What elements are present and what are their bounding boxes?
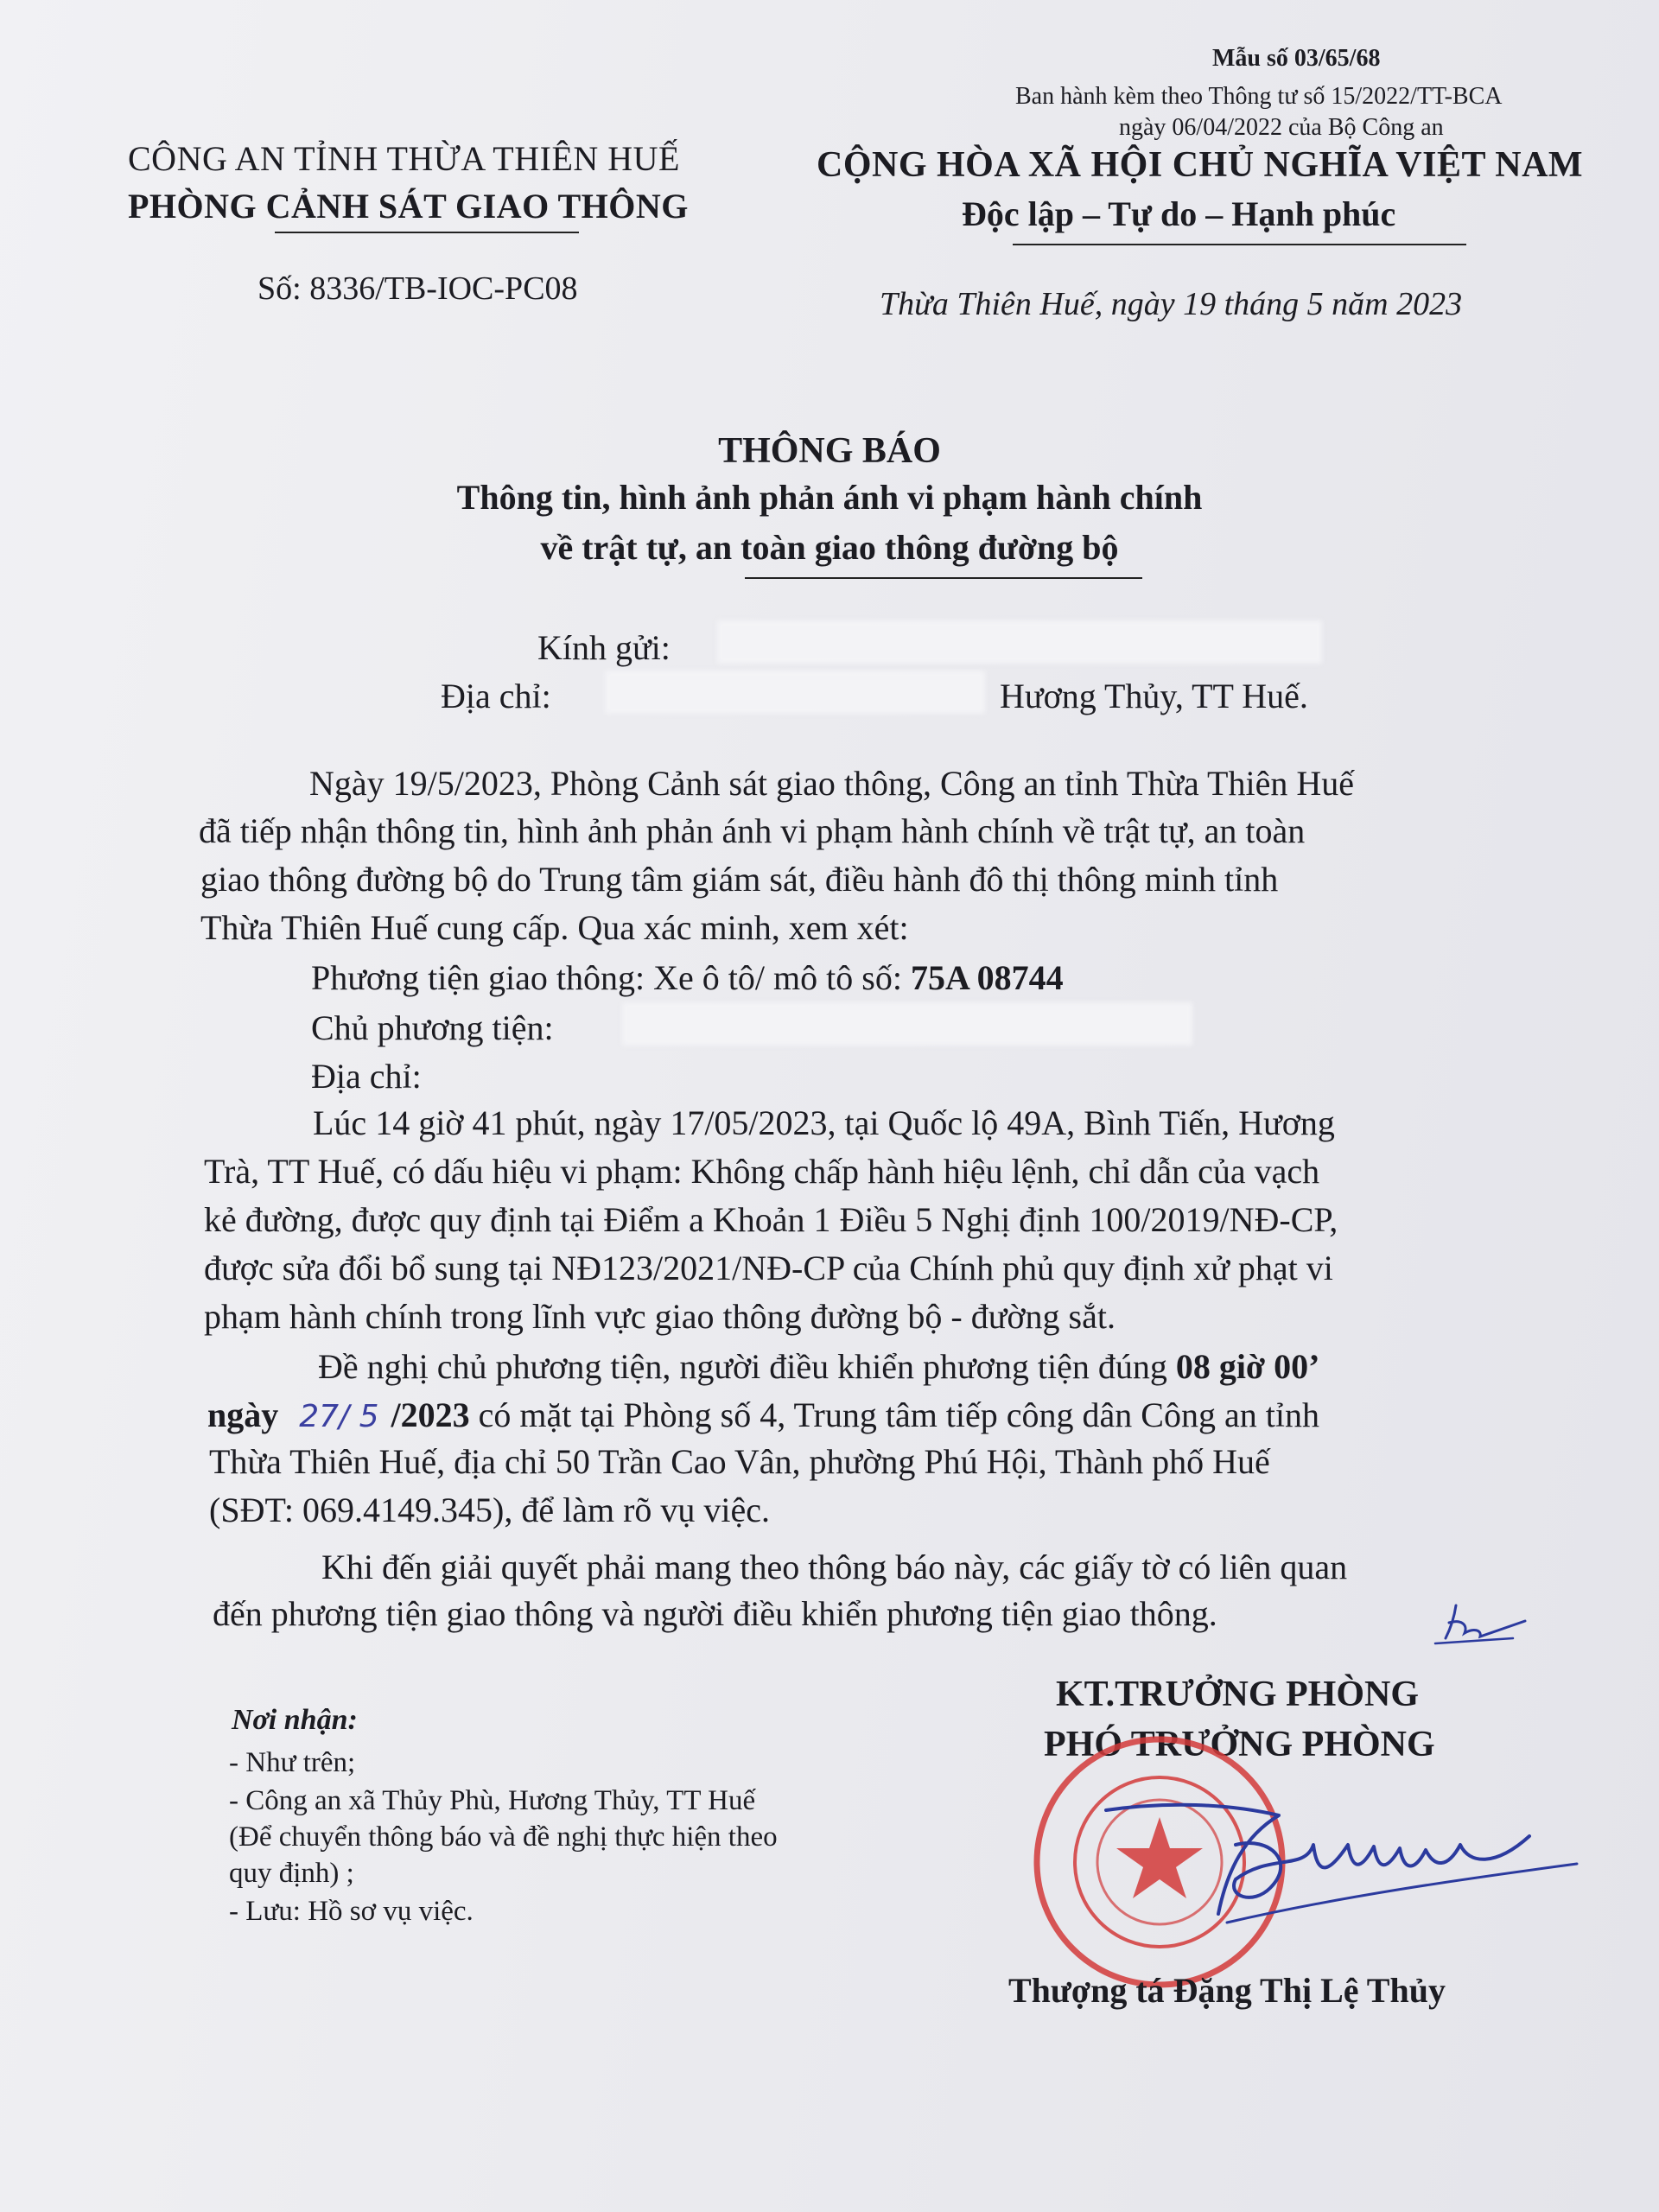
signature-title-2: PHÓ TRƯỞNG PHÒNG	[1044, 1725, 1435, 1764]
receiver-item-3: (Để chuyển thông báo và đề nghị thực hiện theo	[229, 1821, 778, 1853]
redacted-recipient-address	[605, 671, 985, 714]
redacted-owner-name	[622, 1002, 1192, 1046]
appointment-day-label: ngày	[207, 1395, 279, 1434]
body-p1-line-3: giao thông đường bộ do Trung tâm giám sát, điều hành đô thị thông minh tỉnh	[200, 860, 1279, 899]
recipient-address-tail: Hương Thủy, TT Huế.	[1000, 677, 1308, 715]
document-title: THÔNG BÁO	[718, 431, 941, 471]
agency-underline	[275, 232, 579, 233]
body-p1-line-1: Ngày 19/5/2023, Phòng Cảnh sát giao thông, Công an tỉnh Thừa Thiên Huế	[309, 764, 1354, 803]
agency-parent: CÔNG AN TỈNH THỪA THIÊN HUẾ	[128, 139, 680, 178]
recipient-to-label: Kính gửi:	[537, 628, 671, 667]
nation-name: CỘNG HÒA XÃ HỘI CHỦ NGHĨA VIỆT NAM	[817, 145, 1584, 185]
agency-department: PHÒNG CẢNH SÁT GIAO THÔNG	[128, 187, 689, 226]
body-p2-line-3: kẻ đường, được quy định tại Điểm a Khoản 1 Điều 5 Nghị định 100/2019/NĐ-CP,	[204, 1200, 1338, 1239]
nation-motto: Độc lập – Tự do – Hạnh phúc	[962, 194, 1396, 233]
body-p1-line-2: đã tiếp nhận thông tin, hình ảnh phản ánh vi phạm hành chính về trật tự, an toàn	[199, 811, 1306, 850]
recipient-address-label: Địa chỉ:	[441, 677, 551, 715]
handwritten-date: 27/ 5	[299, 1399, 379, 1434]
body-p1-line-4: Thừa Thiên Huế cung cấp. Qua xác minh, xem xét:	[200, 908, 909, 947]
owner-address-label: Địa chỉ:	[311, 1057, 422, 1096]
body-p2-line-4: được sửa đổi bổ sung tại NĐ123/2021/NĐ-CP của Chính phủ quy định xử phạt vi	[204, 1249, 1333, 1287]
receiver-item-2: - Công an xã Thủy Phù, Hương Thủy, TT Huế	[229, 1785, 756, 1816]
body-p2-line-5: phạm hành chính trong lĩnh vực giao thông đường bộ - đường sắt.	[204, 1297, 1116, 1336]
vehicle-label: Phương tiện giao thông: Xe ô tô/ mô tô số:	[311, 958, 902, 997]
receiver-item-1: - Như trên;	[229, 1747, 356, 1778]
body-p2-line-2: Trà, TT Huế, có dấu hiệu vi phạm: Không chấp hành hiệu lệnh, chỉ dẫn của vạch	[204, 1152, 1320, 1191]
motto-underline	[1013, 244, 1466, 245]
owner-label: Chủ phương tiện:	[311, 1008, 554, 1047]
document-number: Số: 8336/TB-IOC-PC08	[257, 270, 578, 307]
body-p3-line-4: (SĐT: 069.4149.345), để làm rõ vụ việc.	[209, 1491, 771, 1529]
body-p3-line-1-text: Đề nghị chủ phương tiện, người điều khiển phương tiện đúng	[318, 1347, 1167, 1386]
document-subtitle-1: Thông tin, hình ảnh phản ánh vi phạm hành chính	[456, 478, 1203, 517]
document-subtitle-2: về trật tự, an toàn giao thông đường bộ	[540, 528, 1119, 567]
form-issued-line-2: ngày 06/04/2022 của Bộ Công an	[1119, 114, 1444, 141]
appointment-time: 08 giờ 00’	[1175, 1347, 1320, 1386]
redacted-recipient-name	[717, 620, 1322, 664]
receivers-heading: Nơi nhận:	[232, 1704, 358, 1736]
form-issued-line-1: Ban hành kèm theo Thông tư số 15/2022/TT-BCA	[1015, 83, 1503, 110]
handwritten-initial-mark	[1430, 1588, 1534, 1649]
signer-name: Thượng tá Đặng Thị Lệ Thủy	[1008, 1971, 1446, 2010]
body-p3-line-2	[207, 1395, 1319, 1435]
title-underline	[745, 577, 1142, 579]
signature-title-1: KT.TRƯỞNG PHÒNG	[1056, 1675, 1419, 1714]
body-p3-line-2-text: có mặt tại Phòng số 4, Trung tâm tiếp công dân Công an tỉnh	[478, 1395, 1319, 1434]
body-p4-line-2: đến phương tiện giao thông và người điều khiển phương tiện giao thông.	[213, 1594, 1217, 1633]
plate-number: 75A 08744	[910, 958, 1064, 997]
body-p3-line-3: Thừa Thiên Huế, địa chỉ 50 Trần Cao Vân, phường Phú Hội, Thành phố Huế	[209, 1442, 1270, 1481]
body-p2-line-1: Lúc 14 giờ 41 phút, ngày 17/05/2023, tại Quốc lộ 49A, Bình Tiến, Hương	[313, 1103, 1335, 1142]
vehicle-line	[311, 957, 1064, 998]
receiver-item-5: - Lưu: Hồ sơ vụ việc.	[229, 1896, 474, 1927]
form-number: Mẫu số 03/65/68	[1212, 45, 1381, 72]
place-date: Thừa Thiên Huế, ngày 19 tháng 5 năm 2023	[880, 286, 1463, 322]
body-p3-line-1	[318, 1346, 1319, 1387]
handwritten-signature	[1097, 1784, 1581, 1940]
receiver-item-4: quy định) ;	[229, 1858, 354, 1889]
body-p4-line-1: Khi đến giải quyết phải mang theo thông báo này, các giấy tờ có liên quan	[321, 1548, 1348, 1586]
appointment-year: /2023	[391, 1395, 470, 1434]
